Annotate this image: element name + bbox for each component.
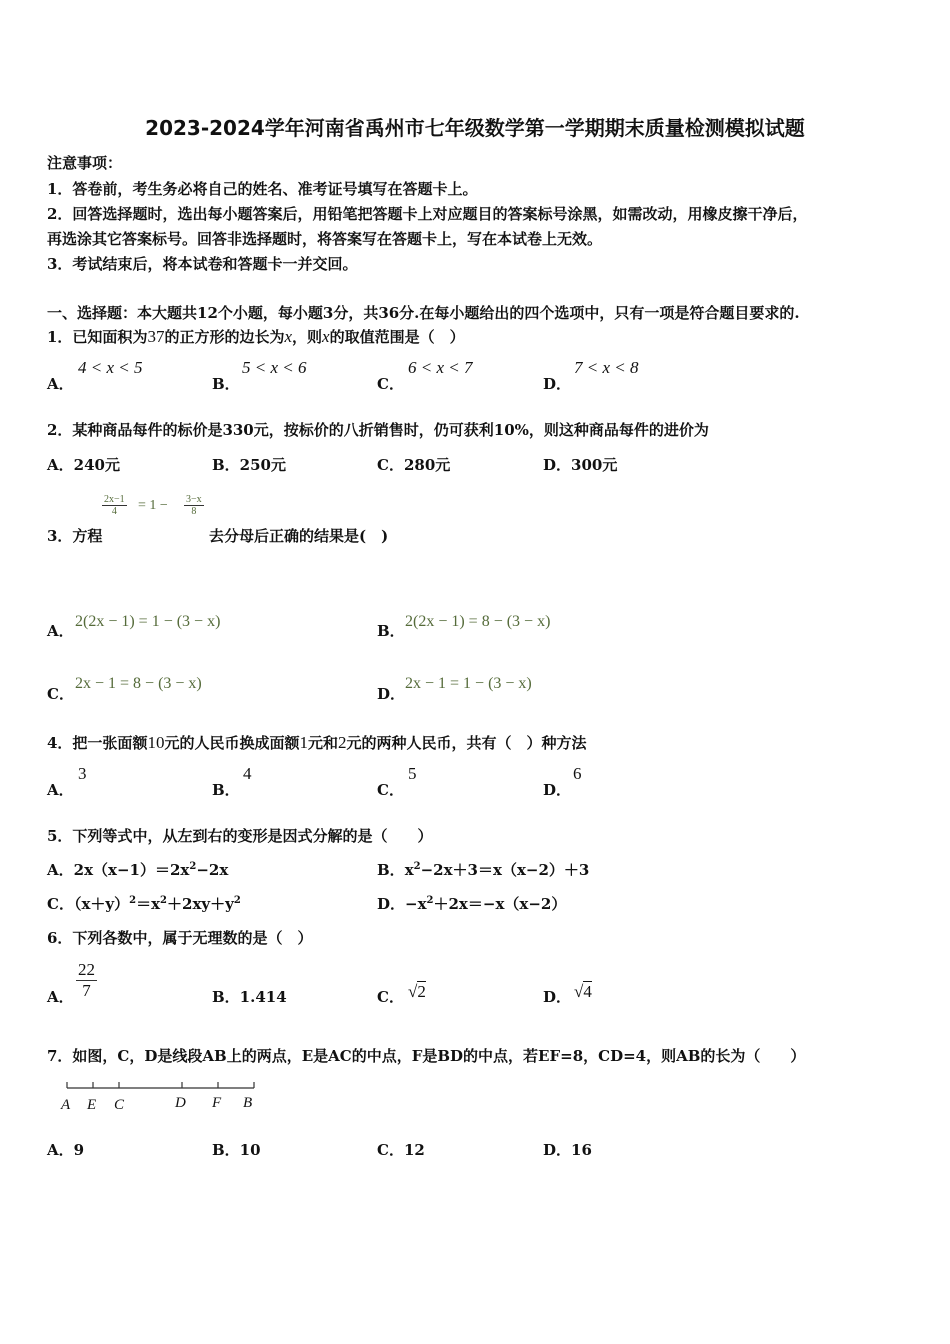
- segment-diagram: [60, 1078, 265, 1098]
- q6-option-c-sqrt: √2: [408, 982, 426, 1001]
- q7-option-b[interactable]: B．10: [212, 1141, 261, 1159]
- q6-option-c-label[interactable]: C．: [377, 988, 404, 1006]
- page-title: 2023-2024学年河南省禹州市七年级数学第一学期期末质量检测模拟试题: [145, 116, 805, 140]
- question-6-stem: 6．下列各数中，属于无理数的是（ ）: [47, 929, 313, 947]
- q4-option-a-label[interactable]: A．: [47, 781, 74, 799]
- q1-option-b-expr: 5 < x < 6: [242, 358, 307, 377]
- point-label-c: C: [114, 1097, 125, 1113]
- q1-option-d-expr: 7 < x < 8: [574, 358, 639, 377]
- question-7-stem: 7．如图，C，D是线段AB上的两点，E是AC的中点，F是BD的中点，若EF=8，CD=4，则AB的长为（ ）: [47, 1047, 806, 1065]
- q2-option-c[interactable]: C．280元: [377, 456, 451, 474]
- q5-option-c[interactable]: C．$(x+y)^2=x^2+2xy+y^2$: [47, 895, 241, 913]
- point-label-d: D: [175, 1095, 186, 1111]
- q6-option-a-label[interactable]: A．: [47, 988, 74, 1006]
- q7-option-d[interactable]: D．16: [543, 1141, 592, 1159]
- radical-sign-icon: √: [408, 982, 418, 1001]
- question-3-stem-a: 3．方程: [47, 527, 103, 545]
- q3-option-c-expr: 2x − 1 = 8 − (3 − x): [75, 675, 202, 692]
- q2-option-b[interactable]: B．250元: [212, 456, 286, 474]
- q2-option-d[interactable]: D．300元: [543, 456, 618, 474]
- q1-option-a-expr: 4 < x < 5: [78, 358, 143, 377]
- q3-equation-mid: = 1 −: [138, 498, 168, 513]
- point-label-e: E: [87, 1097, 97, 1113]
- notice-item: 2．回答选择题时，选出每小题答案后，用铅笔把答题卡上对应题目的答案标号涂黑，如需改动，用橡皮擦干净后，: [47, 205, 808, 223]
- q5-option-d[interactable]: D．$-x^2+2x=-x(x-2)$: [377, 895, 567, 913]
- q4-option-c-expr: 5: [408, 764, 417, 783]
- q3-option-b-label[interactable]: B．: [377, 622, 405, 640]
- q4-option-d-label[interactable]: D．: [543, 781, 572, 799]
- q3-option-d-expr: 2x − 1 = 1 − (3 − x): [405, 675, 532, 692]
- q3-option-c-label[interactable]: C．: [47, 685, 74, 703]
- section-heading: 一、选择题：本大题共12个小题，每小题3分，共36分.在每小题给出的四个选项中，只有一项是符合题目要求的.: [47, 304, 800, 322]
- q1-option-b-label[interactable]: B．: [212, 375, 240, 393]
- q3-fraction-left: $\frac{2x-1}{4}$: [104, 494, 125, 517]
- q7-option-c[interactable]: C．12: [377, 1141, 425, 1159]
- notice-heading: 注意事项：: [47, 154, 123, 172]
- q3-option-d-label[interactable]: D．: [377, 685, 406, 703]
- q7-option-a[interactable]: A．9: [47, 1141, 85, 1159]
- notice-item: 1．答卷前，考生务必将自己的姓名、准考证号填写在答题卡上。: [47, 180, 478, 198]
- q5-option-a[interactable]: A．$2x(x-1)=2x^2-2x$: [47, 861, 229, 879]
- q3-option-a-label[interactable]: A．: [47, 622, 74, 640]
- q4-option-a-expr: 3: [78, 764, 87, 783]
- q1-option-c-expr: 6 < x < 7: [408, 358, 473, 377]
- q1-option-d-label[interactable]: D．: [543, 375, 572, 393]
- q6-option-a-fraction: $\frac{22}{7}$: [78, 960, 95, 1000]
- radical-sign-icon: √: [574, 982, 584, 1001]
- q6-option-d-label[interactable]: D．: [543, 988, 572, 1006]
- q4-option-b-expr: 4: [243, 764, 252, 783]
- q3-fraction-right: $\frac{3-x}{8}$: [186, 494, 202, 517]
- point-label-f: F: [212, 1095, 222, 1111]
- q3-option-b-expr: 2(2x − 1) = 8 − (3 − x): [405, 613, 551, 630]
- q3-option-a-expr: 2(2x − 1) = 1 − (3 − x): [75, 613, 221, 630]
- notice-item: 3．考试结束后，将本试卷和答题卡一并交回。: [47, 255, 358, 273]
- question-4-stem: 4．把一张面额10元的人民币换成面额1元和2元的两种人民币，共有（ ）种方法: [47, 733, 587, 752]
- question-5-stem: 5．下列等式中，从左到右的变形是因式分解的是（ ）: [47, 827, 433, 845]
- q4-option-d-expr: 6: [573, 764, 582, 783]
- q6-option-b[interactable]: B．1.414: [212, 988, 287, 1006]
- point-label-a: A: [61, 1097, 71, 1113]
- q1-option-c-label[interactable]: C．: [377, 375, 404, 393]
- q1-option-a-label[interactable]: A．: [47, 375, 74, 393]
- question-2-stem: 2．某种商品每件的标价是330元，按标价的八折销售时，仍可获利10%，则这种商品每件的进价为: [47, 421, 709, 439]
- point-label-b: B: [243, 1095, 253, 1111]
- q2-option-a[interactable]: A．240元: [47, 456, 120, 474]
- notice-item: 再选涂其它答案标号。回答非选择题时，将答案写在答题卡上，写在本试卷上无效。: [47, 230, 603, 248]
- q4-option-c-label[interactable]: C．: [377, 781, 404, 799]
- q4-option-b-label[interactable]: B．: [212, 781, 240, 799]
- q5-option-b[interactable]: B．$x^2-2x+3=x(x-2)+3$: [377, 861, 590, 879]
- q6-option-d-sqrt: √4: [574, 982, 592, 1001]
- question-1-stem: 1．已知面积为37的正方形的边长为x，则x的取值范围是（ ）: [47, 327, 465, 346]
- question-3-stem-b: 去分母后正确的结果是( ): [209, 527, 389, 545]
